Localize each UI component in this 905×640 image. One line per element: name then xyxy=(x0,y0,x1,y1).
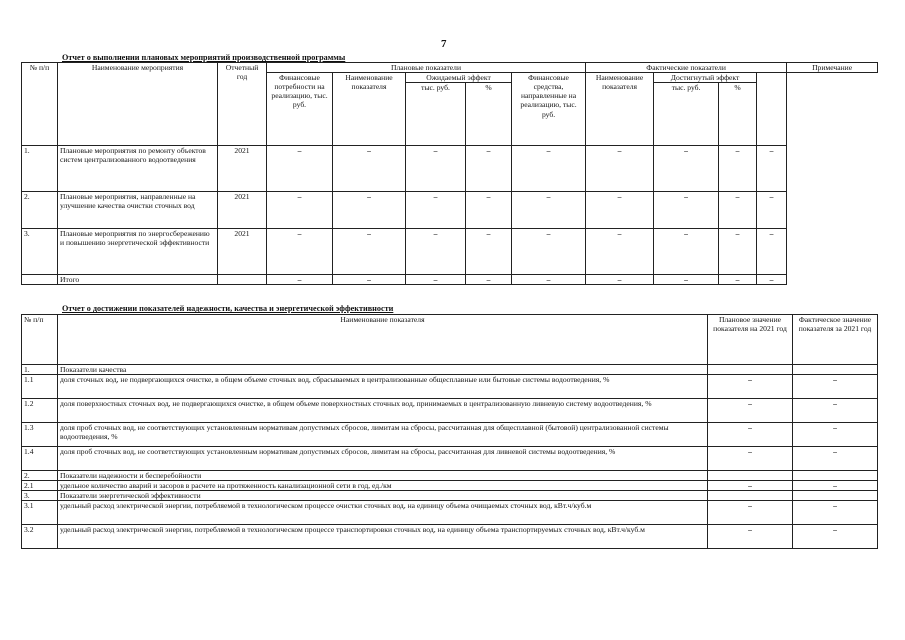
table-row xyxy=(22,525,878,549)
cell: – xyxy=(719,275,757,285)
row-year: 2021 xyxy=(218,146,267,192)
row-plan: – xyxy=(708,525,793,549)
cell: – xyxy=(654,275,719,285)
table-row xyxy=(22,447,878,471)
table-row xyxy=(22,229,878,275)
row-num: 3. xyxy=(22,491,58,501)
cell: – xyxy=(719,229,757,275)
total-year xyxy=(218,275,267,285)
cell: – xyxy=(333,275,406,285)
cell: – xyxy=(757,229,787,275)
cell: – xyxy=(719,146,757,192)
row-name: Плановые мероприятия, направленные на улучшение качества очистки сточных вод xyxy=(58,192,218,229)
row-num: 1.4 xyxy=(22,447,58,471)
row-fact xyxy=(793,365,878,375)
row-num: 2. xyxy=(22,192,58,229)
cell: – xyxy=(512,192,586,229)
row-num: 2.1 xyxy=(22,481,58,491)
row-fact: – xyxy=(793,375,878,399)
header-planned: Плановые показатели xyxy=(267,63,586,73)
header-year: Отчетный год xyxy=(218,63,267,146)
header-achieved-pct: % xyxy=(719,83,757,146)
row-plan: – xyxy=(708,375,793,399)
table1-title: Отчет о выполнении плановых мероприятий производственной программы xyxy=(62,53,346,62)
table-row xyxy=(22,399,878,423)
header-note: Примечание xyxy=(787,63,878,73)
row-plan: – xyxy=(708,501,793,525)
header-expected-effect: Ожидаемый эффект xyxy=(406,73,512,83)
table-row xyxy=(22,146,878,192)
row-fact: – xyxy=(793,423,878,447)
row-fact: – xyxy=(793,447,878,471)
row-num: 3.2 xyxy=(22,525,58,549)
cell: – xyxy=(757,192,787,229)
table-row xyxy=(22,501,878,525)
row-plan: – xyxy=(708,423,793,447)
header-planned-indicator: Наименование показателя xyxy=(333,73,406,146)
row-name: доля сточных вод, не подвергающихся очистке, в общем объеме сточных вод, сбрасываемых в централизованные общесплавные или бытовые системы водоотведения, % xyxy=(58,375,708,399)
table-row xyxy=(22,375,878,399)
row-num: 1.2 xyxy=(22,399,58,423)
table-row xyxy=(22,481,878,491)
table-row xyxy=(22,491,878,501)
cell: – xyxy=(757,275,787,285)
table2-title: Отчет о достижении показателей надежности, качества и энергетической эффективности xyxy=(62,304,394,313)
row-plan: – xyxy=(708,447,793,471)
row-year: 2021 xyxy=(218,229,267,275)
row-year: 2021 xyxy=(218,192,267,229)
row-fact: – xyxy=(793,525,878,549)
header-actual-indicator: Наименование показателя xyxy=(586,73,654,146)
row-name: доля проб сточных вод, не соответствующих установленным нормативам допустимых сбросов, лимитам на сбросы, рассчитанная для ливневой системы водоотведения, % xyxy=(58,447,708,471)
cell: – xyxy=(333,229,406,275)
cell: – xyxy=(267,192,333,229)
header-achieved-effect: Достигнутый эффект xyxy=(654,73,757,83)
row-fact: – xyxy=(793,399,878,423)
table-row xyxy=(22,192,878,229)
row-num: 1.1 xyxy=(22,375,58,399)
row-name: удельное количество аварий и засоров в расчете на протяженность канализационной сети в год, ед./км xyxy=(58,481,708,491)
row-name: Показатели энергетической эффективности xyxy=(58,491,708,501)
row-num: 3.1 xyxy=(22,501,58,525)
row-plan xyxy=(708,365,793,375)
row-plan: – xyxy=(708,399,793,423)
cell: – xyxy=(757,146,787,192)
cell: – xyxy=(512,146,586,192)
row-fact xyxy=(793,471,878,481)
cell: – xyxy=(333,146,406,192)
total-label: Итого xyxy=(58,275,218,285)
cell: – xyxy=(586,146,654,192)
header-note-empty xyxy=(757,73,787,146)
cell: – xyxy=(466,192,512,229)
cell: – xyxy=(586,229,654,275)
page-number: 7 xyxy=(441,38,447,50)
row-plan xyxy=(708,471,793,481)
row-name: удельный расход электрической энергии, потребляемой в технологическом процессе очистки сточных вод, на единицу объема очищаемых сточных вод, кВт.ч/куб.м xyxy=(58,501,708,525)
header-fact-value: Фактическое значение показателя за 2021 год xyxy=(793,315,878,365)
row-num: 2. xyxy=(22,471,58,481)
cell: – xyxy=(654,229,719,275)
cell: – xyxy=(406,192,466,229)
cell: – xyxy=(654,192,719,229)
cell: – xyxy=(406,229,466,275)
table-row xyxy=(22,365,878,375)
row-fact xyxy=(793,491,878,501)
cell: – xyxy=(466,275,512,285)
header-indicator-name: Наименование показателя xyxy=(58,315,708,365)
row-name: Показатели надежности и бесперебойности xyxy=(58,471,708,481)
cell: – xyxy=(333,192,406,229)
row-num: 1. xyxy=(22,365,58,375)
production-program-table xyxy=(21,62,878,285)
total-num xyxy=(22,275,58,285)
row-num: 1. xyxy=(22,146,58,192)
table-row xyxy=(22,423,878,447)
row-name: доля поверхностных сточных вод, не подвергающихся очистке, в общем объеме поверхностных сточных вод, принимаемых в централизованную ливневую систему водоотведения, % xyxy=(58,399,708,423)
row-name: доля проб сточных вод, не соответствующих установленным нормативам допустимых сбросов, лимитам на сбросы, рассчитанная для общесплавной (бытовой) централизованной системы водоотведения, % xyxy=(58,423,708,447)
row-fact: – xyxy=(793,501,878,525)
cell: – xyxy=(466,146,512,192)
header-expected-rub: тыс. руб. xyxy=(406,83,466,146)
header-plan-value: Плановое значение показателя на 2021 год xyxy=(708,315,793,365)
cell: – xyxy=(512,229,586,275)
header-num: № п/п xyxy=(22,315,58,365)
row-name: Плановые мероприятия по энергосбережению и повышению энергетической эффективности xyxy=(58,229,218,275)
cell: – xyxy=(406,275,466,285)
header-fin-needs: Финансовые потребности на реализацию, тыс. руб. xyxy=(267,73,333,146)
indicators-table xyxy=(21,314,878,549)
cell: – xyxy=(512,275,586,285)
row-name: Показатели качества xyxy=(58,365,708,375)
header-num: № п/п xyxy=(22,63,58,146)
cell: – xyxy=(406,146,466,192)
table-row xyxy=(22,471,878,481)
row-num: 3. xyxy=(22,229,58,275)
cell: – xyxy=(267,229,333,275)
cell: – xyxy=(719,192,757,229)
header-achieved-rub: тыс. руб. xyxy=(654,83,719,146)
row-name: удельный расход электрической энергии, потребляемой в технологическом процессе транспортировки сточных вод, на единицу объема транспортируемых сточных вод, кВт.ч/куб.м xyxy=(58,525,708,549)
header-event-name: Наименование мероприятия xyxy=(58,63,218,146)
header-actual: Фактические показатели xyxy=(586,63,787,73)
cell: – xyxy=(654,146,719,192)
header-fin-means: Финансовые средства, направленные на реализацию, тыс. руб. xyxy=(512,73,586,146)
row-num: 1.3 xyxy=(22,423,58,447)
row-plan: – xyxy=(708,481,793,491)
cell: – xyxy=(267,275,333,285)
row-plan xyxy=(708,491,793,501)
cell: – xyxy=(466,229,512,275)
cell: – xyxy=(267,146,333,192)
row-fact: – xyxy=(793,481,878,491)
header-expected-pct: % xyxy=(466,83,512,146)
cell: – xyxy=(586,192,654,229)
cell: – xyxy=(586,275,654,285)
total-row xyxy=(22,275,878,285)
row-name: Плановые мероприятия по ремонту объектов систем централизованного водоотведения xyxy=(58,146,218,192)
